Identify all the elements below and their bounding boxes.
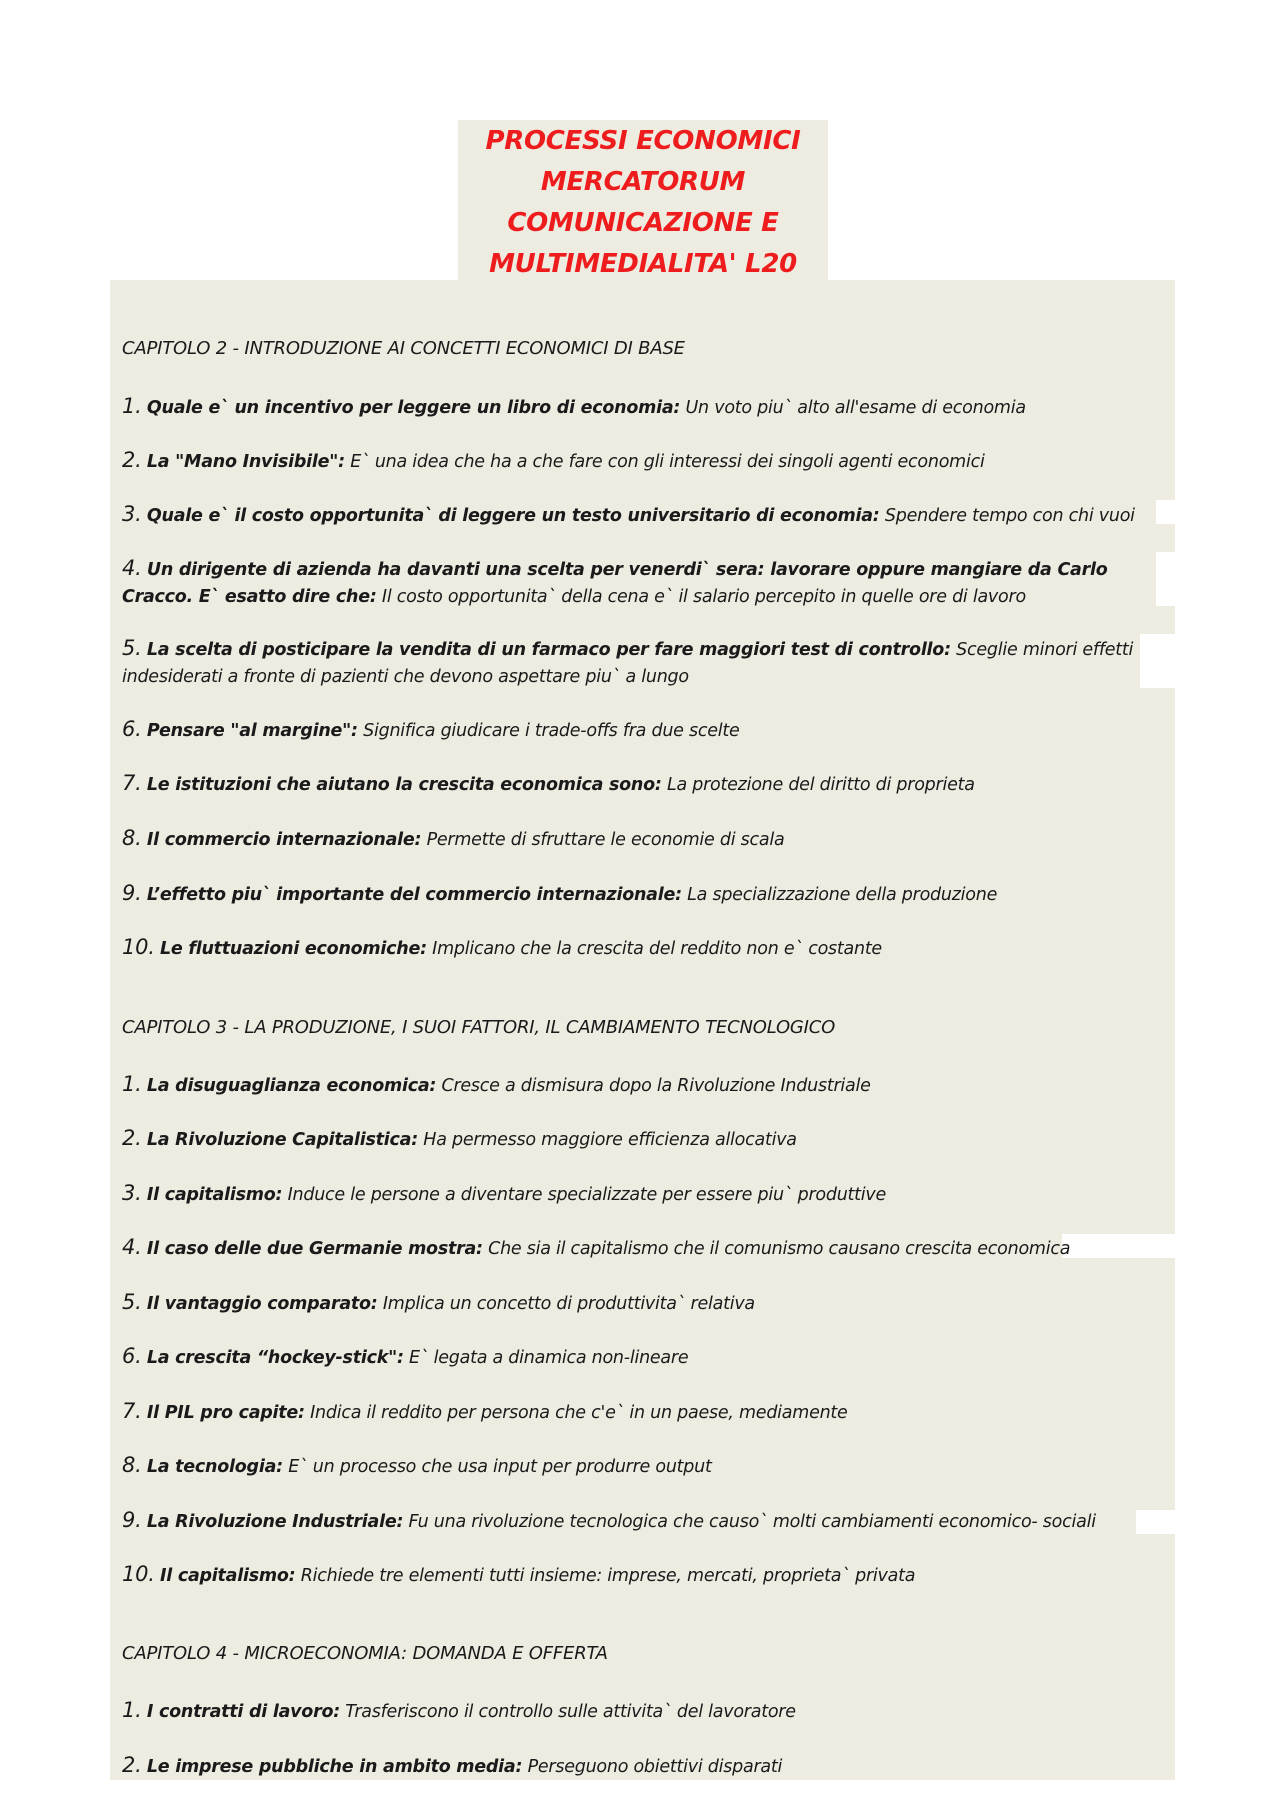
item-number: 1. [122,394,142,418]
item-number: 2. [122,1126,142,1150]
answer: Che sia il capitalismo che il comunismo causano crescita economica [482,1239,1071,1259]
title-line: PROCESSI ECONOMICI [485,126,801,156]
answer: Fu una rivoluzione tecnologica che causo` molti cambiamenti economico- sociali [403,1512,1096,1532]
list-item [122,1071,1162,1100]
answer: E` legata a dinamica non-lineare [403,1348,689,1368]
answer: Significa giudicare i trade-offs fra due scelte [357,721,740,741]
item-number: 6. [122,1344,142,1368]
item-number: 3. [122,502,142,526]
list-item [122,1343,1162,1372]
question: Il caso delle due Germanie mostra: [146,1239,483,1259]
item-number: 1. [122,1072,142,1096]
list-item [122,880,1162,909]
question: Le imprese pubbliche in ambito media: [146,1757,523,1777]
list-item [122,555,1162,611]
item-number: 2. [122,448,142,472]
answer: La protezione del diritto di proprieta [661,775,975,795]
list-item [122,635,1162,691]
question: Pensare "al margine": [146,721,358,741]
question: La Rivoluzione Capitalistica: [146,1130,418,1150]
answer: Ha permesso maggiore efficienza allocativa [417,1130,797,1150]
answer: Implica un concetto di produttivita` relativa [377,1294,755,1314]
question: La crescita “hockey-stick": [146,1348,404,1368]
question: Il PIL pro capite: [146,1403,305,1423]
question: Il capitalismo: [146,1185,283,1205]
question: Le istituzioni che aiutano la crescita economica sono: [146,775,662,795]
question: Il commercio internazionale: [146,830,422,850]
chapter-heading: CAPITOLO 2 - INTRODUZIONE AI CONCETTI ECONOMICI DI BASE [122,338,685,359]
answer: Implicano che la crescita del reddito non e` costante [426,939,882,959]
title-line: MULTIMEDIALITA' L20 [489,249,797,279]
item-number: 5. [122,1290,142,1314]
list-item [122,1507,1162,1536]
chapter-heading: CAPITOLO 3 - LA PRODUZIONE, I SUOI FATTORI, IL CAMBIAMENTO TECNOLOGICO [122,1017,836,1038]
list-item [122,393,1162,422]
list-item [122,1289,1162,1318]
item-number: 10. [122,935,155,959]
question: La "Mano Invisibile": [146,452,345,472]
title-box [458,120,828,280]
list-item [122,1234,1162,1263]
item-number: 4. [122,1235,142,1259]
answer: Cresce a dismisura dopo la Rivoluzione Industriale [436,1076,871,1096]
list-item [122,447,1162,476]
question: Un dirigente di azienda ha davanti una scelta per venerdi` sera: lavorare oppure mangiare da Carlo Cracco. E` esatto dire che: [122,560,1108,607]
answer: Richiede tre elementi tutti insieme: imprese, mercati, proprieta` privata [295,1566,916,1586]
question: Quale e` un incentivo per leggere un libro di economia: [146,398,681,418]
answer: Il costo opportunita` della cena e` il salario percepito in quelle ore di lavoro [376,587,1026,607]
title-line: MERCATORUM [540,167,746,197]
question: La tecnologia: [146,1457,283,1477]
question: La disuguaglianza economica: [146,1076,437,1096]
item-number: 9. [122,1508,142,1532]
list-item [122,1752,1162,1781]
list-item [122,1452,1162,1481]
item-number: 2. [122,1753,142,1777]
item-number: 6. [122,717,142,741]
answer: Permette di sfruttare le economie di scala [421,830,785,850]
item-number: 5. [122,636,142,660]
list-item [122,501,1162,530]
list-item [122,1398,1162,1427]
answer: Perseguono obiettivi disparati [522,1757,783,1777]
chapter-heading: CAPITOLO 4 - MICROECONOMIA: DOMANDA E OFFERTA [122,1643,608,1664]
item-number: 1. [122,1698,142,1722]
list-item [122,1561,1162,1590]
question: Il capitalismo: [159,1566,296,1586]
item-number: 9. [122,881,142,905]
list-item [122,1180,1162,1209]
answer: Induce le persone a diventare specializzate per essere piu` produttive [282,1185,887,1205]
item-number: 8. [122,826,142,850]
item-number: 4. [122,556,142,580]
item-number: 10. [122,1562,155,1586]
list-item [122,934,1162,963]
list-item [122,825,1162,854]
answer: La specializzazione della produzione [681,885,998,905]
title-line: COMUNICAZIONE E [507,208,779,238]
list-item [122,1125,1162,1154]
question: La Rivoluzione Industriale: [146,1512,404,1532]
answer: E` una idea che ha a che fare con gli interessi dei singoli agenti economici [344,452,985,472]
answer: Un voto piu` alto all'esame di economia [680,398,1026,418]
list-item [122,770,1162,799]
answer: Trasferiscono il controllo sulle attivita` del lavoratore [339,1702,796,1722]
item-number: 7. [122,771,142,795]
answer: Spendere tempo con chi vuoi [879,506,1135,526]
list-item [122,1697,1162,1726]
item-number: 7. [122,1399,142,1423]
item-number: 3. [122,1181,142,1205]
answer: Sceglie minori effetti indesiderati a fronte di pazienti che devono aspettare piu` a lungo [122,640,1134,687]
question: L’effetto piu` importante del commercio internazionale: [146,885,682,905]
question: Il vantaggio comparato: [146,1294,378,1314]
question: Le fluttuazioni economiche: [159,939,427,959]
question: Quale e` il costo opportunita` di leggere un testo universitario di economia: [146,506,880,526]
question: I contratti di lavoro: [146,1702,340,1722]
list-item [122,716,1162,745]
item-number: 8. [122,1453,142,1477]
answer: E` un processo che usa input per produrre output [282,1457,712,1477]
answer: Indica il reddito per persona che c'e` in un paese, mediamente [304,1403,848,1423]
question: La scelta di posticipare la vendita di un farmaco per fare maggiori test di controllo: [146,640,951,660]
